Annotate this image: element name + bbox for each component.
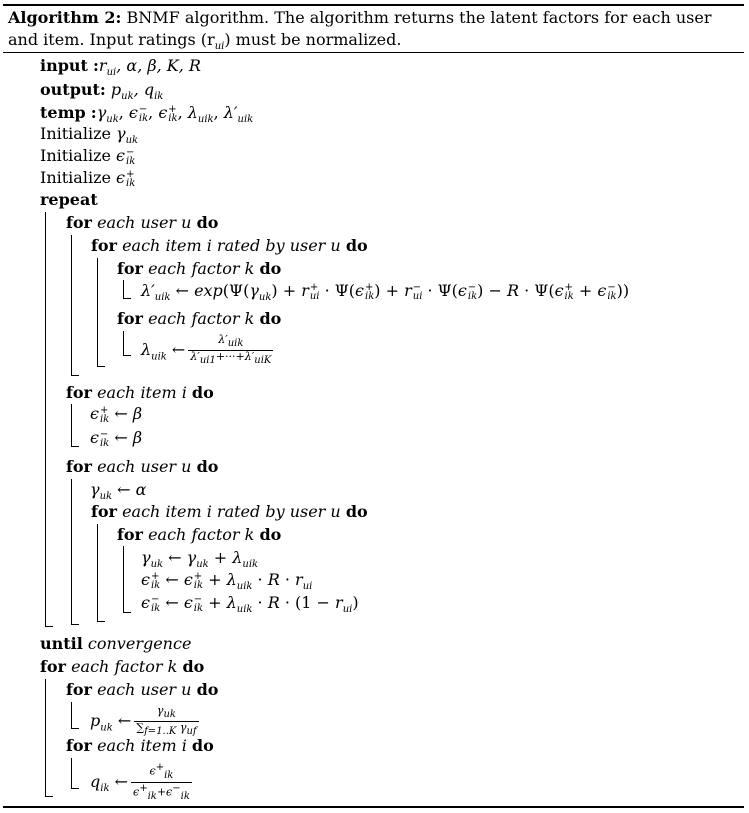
algorithm-label: Algorithm 2: xyxy=(8,8,122,27)
for-item-rated-2-bracket xyxy=(97,524,105,622)
for-item-rated-2: for each item i rated by user u do xyxy=(91,502,368,521)
for-factor-1-bracket xyxy=(123,280,131,299)
eps-plus-beta: ϵ + ik ← β xyxy=(90,404,143,425)
q-formula: $q_{ik}$ ← $\frac{\epsilon^+_{ik}}{\epsilon^+_{ik}+\epsilon^-_{ik}}$ xyxy=(90,762,190,802)
p-formula: $p_{uk}$ ← $\frac{\gamma_{uk}}{\sum_{f=1..K} \gamma_{uf}}$ xyxy=(90,704,197,738)
for-factor-3: for each factor k do xyxy=(117,525,282,544)
for-user-1: for each user u do xyxy=(66,213,219,232)
init-gamma: Initialize $\gamma_{uk}$ xyxy=(40,124,139,147)
for-factor-2: for each factor k do xyxy=(117,309,282,328)
init-eps-plus: Initialize ϵ + ik xyxy=(40,168,136,189)
caption-bottom-rule xyxy=(3,52,744,53)
input-line: input $:r_{ui}$, α, β, K, R xyxy=(40,56,201,79)
temp-line: temp $:\gamma_{uk}$, ϵ − ik , ϵ + ik , $\lambda_{uik}$, $\lambda'_{uik}$ xyxy=(40,103,254,126)
output-line: output: $p_{uk}$, $q_{ik}$ xyxy=(40,80,164,103)
repeat-bracket xyxy=(45,212,53,627)
for-item-1-bracket xyxy=(71,404,79,447)
eps-plus-update: ϵ + ik ← ϵ + ik + $\lambda_{uik} \cdot R \cdot r_{ui}$ xyxy=(141,570,313,593)
repeat-keyword: repeat xyxy=(40,190,98,209)
for-factor-3-bracket xyxy=(123,546,131,613)
for-user-2: for each user u do xyxy=(66,457,219,476)
caption-sub: ui xyxy=(214,41,225,53)
for-factor-final-bracket xyxy=(45,679,53,797)
for-user-final-bracket xyxy=(71,702,79,729)
for-factor-1: for each factor k do xyxy=(117,259,282,278)
until-line: until convergence xyxy=(40,634,192,653)
for-factor-2-bracket xyxy=(123,331,131,356)
init-eps-minus: Initialize ϵ − ik xyxy=(40,146,136,167)
for-item-final-bracket xyxy=(71,758,79,789)
lambda-formula: $\lambda_{uik}$ ← $\frac{\lambda'_{uik}}{\lambda'_{ui1}+\cdot\cdot\cdot+\lambda'_{uiK}}$ xyxy=(141,333,272,367)
eps-minus-beta: ϵ − ik ← β xyxy=(90,428,143,449)
caption-tail: ) must be normalized. xyxy=(224,30,402,49)
gamma-update: $\gamma_{uk}$ ← $\gamma_{uk} + \lambda_{uik}$ xyxy=(141,548,259,571)
for-user-1-bracket xyxy=(71,235,79,376)
eps-minus-update: ϵ − ik ← ϵ − ik + $\lambda_{uik} \cdot R \cdot (1 - r_{ui})$ xyxy=(141,593,359,616)
algorithm-bottom-rule xyxy=(3,806,744,808)
caption-top-rule xyxy=(3,4,744,6)
gamma-alpha: $\gamma_{uk}$ ← α xyxy=(90,480,147,503)
algorithm-caption xyxy=(8,7,743,58)
for-user-2-bracket xyxy=(71,479,79,625)
for-item-rated-1: for each item i rated by user u do xyxy=(91,236,368,255)
caption-text: BNMF algorithm. The algorithm returns the latent factors for each user and item. Input ratings (r xyxy=(8,8,712,49)
for-item-final: for each item i do xyxy=(66,736,214,755)
for-user-final: for each user u do xyxy=(66,680,219,699)
lambda-prime-formula: $\lambda'_{uik}$ ← $\exp(\Psi(\gamma_{uk}) + r$ + ui · Ψ(ϵ + ik ) + r − ui · Ψ(ϵ − ik ) − R · Ψ(ϵ + ik + ϵ − ik )) xyxy=(141,281,630,304)
for-factor-final: for each factor k do xyxy=(40,657,205,676)
for-item-1: for each item i do xyxy=(66,383,214,402)
for-item-rated-1-bracket xyxy=(97,258,105,367)
